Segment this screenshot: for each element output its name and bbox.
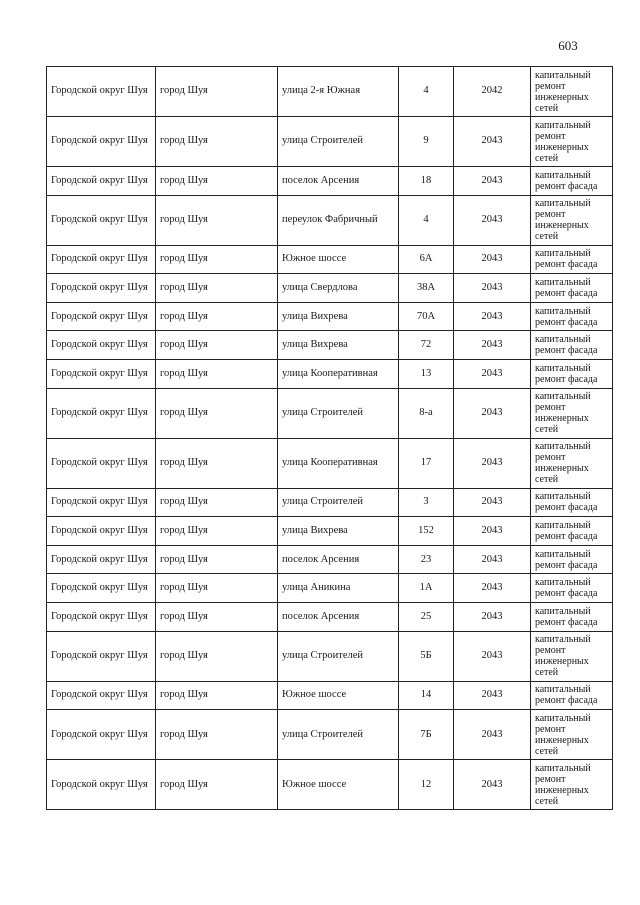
street-cell: Южное шоссе [278, 760, 399, 810]
house-number-cell: 25 [399, 602, 454, 631]
work-type-cell: капитальный ремонт фасада [531, 359, 613, 388]
year-cell: 2043 [454, 517, 531, 546]
house-number-cell: 4 [399, 195, 454, 245]
district-cell: Городской округ Шуя [47, 167, 156, 196]
street-cell: улица Аникина [278, 574, 399, 603]
table-row [47, 388, 613, 438]
street-cell: поселок Арсения [278, 545, 399, 574]
city-cell: город Шуя [156, 545, 278, 574]
work-type-cell: капитальный ремонт фасада [531, 545, 613, 574]
table-row [47, 331, 613, 360]
year-cell: 2042 [454, 67, 531, 117]
city-cell: город Шуя [156, 760, 278, 810]
work-type-cell: капитальный ремонт инженерных сетей [531, 438, 613, 488]
table-row [47, 681, 613, 710]
table-row [47, 602, 613, 631]
city-cell: город Шуя [156, 302, 278, 331]
work-type-cell: капитальный ремонт инженерных сетей [531, 195, 613, 245]
work-type-cell: капитальный ремонт фасада [531, 488, 613, 517]
year-cell: 2043 [454, 331, 531, 360]
work-type-cell: капитальный ремонт фасада [531, 602, 613, 631]
house-number-cell: 8-а [399, 388, 454, 438]
table-row [47, 167, 613, 196]
district-cell: Городской округ Шуя [47, 67, 156, 117]
table-row [47, 67, 613, 117]
table-row [47, 760, 613, 810]
city-cell: город Шуя [156, 388, 278, 438]
street-cell: улица Строителей [278, 388, 399, 438]
city-cell: город Шуя [156, 517, 278, 546]
year-cell: 2043 [454, 274, 531, 303]
work-type-cell: капитальный ремонт инженерных сетей [531, 760, 613, 810]
house-number-cell: 38А [399, 274, 454, 303]
street-cell: Южное шоссе [278, 681, 399, 710]
district-cell: Городской округ Шуя [47, 710, 156, 760]
housing-repair-table [46, 66, 613, 810]
street-cell: поселок Арсения [278, 602, 399, 631]
street-cell: улица Кооперативная [278, 359, 399, 388]
house-number-cell: 3 [399, 488, 454, 517]
year-cell: 2043 [454, 488, 531, 517]
table-row [47, 302, 613, 331]
district-cell: Городской округ Шуя [47, 302, 156, 331]
street-cell: улица Строителей [278, 710, 399, 760]
district-cell: Городской округ Шуя [47, 195, 156, 245]
city-cell: город Шуя [156, 67, 278, 117]
street-cell: улица Вихрева [278, 302, 399, 331]
work-type-cell: капитальный ремонт фасада [531, 167, 613, 196]
work-type-cell: капитальный ремонт фасада [531, 574, 613, 603]
house-number-cell: 23 [399, 545, 454, 574]
district-cell: Городской округ Шуя [47, 631, 156, 681]
city-cell: город Шуя [156, 681, 278, 710]
city-cell: город Шуя [156, 167, 278, 196]
year-cell: 2043 [454, 167, 531, 196]
street-cell: улица Строителей [278, 117, 399, 167]
work-type-cell: капитальный ремонт фасада [531, 302, 613, 331]
work-type-cell: капитальный ремонт инженерных сетей [531, 117, 613, 167]
table-row [47, 245, 613, 274]
year-cell: 2043 [454, 631, 531, 681]
district-cell: Городской округ Шуя [47, 274, 156, 303]
table-row [47, 359, 613, 388]
district-cell: Городской округ Шуя [47, 331, 156, 360]
house-number-cell: 4 [399, 67, 454, 117]
house-number-cell: 13 [399, 359, 454, 388]
district-cell: Городской округ Шуя [47, 245, 156, 274]
year-cell: 2043 [454, 388, 531, 438]
work-type-cell: капитальный ремонт инженерных сетей [531, 631, 613, 681]
table-row [47, 517, 613, 546]
year-cell: 2043 [454, 545, 531, 574]
district-cell: Городской округ Шуя [47, 438, 156, 488]
year-cell: 2043 [454, 574, 531, 603]
house-number-cell: 1А [399, 574, 454, 603]
city-cell: город Шуя [156, 117, 278, 167]
year-cell: 2043 [454, 681, 531, 710]
table-row [47, 195, 613, 245]
year-cell: 2043 [454, 117, 531, 167]
table-row [47, 545, 613, 574]
work-type-cell: капитальный ремонт фасада [531, 274, 613, 303]
work-type-cell: капитальный ремонт фасада [531, 517, 613, 546]
district-cell: Городской округ Шуя [47, 488, 156, 517]
city-cell: город Шуя [156, 488, 278, 517]
house-number-cell: 12 [399, 760, 454, 810]
district-cell: Городской округ Шуя [47, 602, 156, 631]
work-type-cell: капитальный ремонт инженерных сетей [531, 67, 613, 117]
city-cell: город Шуя [156, 245, 278, 274]
table-body [47, 67, 613, 810]
year-cell: 2043 [454, 245, 531, 274]
table-row [47, 117, 613, 167]
page-number: 603 [558, 38, 578, 53]
table-row [47, 274, 613, 303]
year-cell: 2043 [454, 760, 531, 810]
house-number-cell: 72 [399, 331, 454, 360]
district-cell: Городской округ Шуя [47, 388, 156, 438]
city-cell: город Шуя [156, 602, 278, 631]
city-cell: город Шуя [156, 359, 278, 388]
work-type-cell: капитальный ремонт фасада [531, 331, 613, 360]
year-cell: 2043 [454, 302, 531, 331]
year-cell: 2043 [454, 710, 531, 760]
work-type-cell: капитальный ремонт фасада [531, 681, 613, 710]
work-type-cell: капитальный ремонт инженерных сетей [531, 388, 613, 438]
year-cell: 2043 [454, 195, 531, 245]
house-number-cell: 9 [399, 117, 454, 167]
table-row [47, 574, 613, 603]
table-row [47, 488, 613, 517]
house-number-cell: 18 [399, 167, 454, 196]
year-cell: 2043 [454, 602, 531, 631]
house-number-cell: 5Б [399, 631, 454, 681]
street-cell: Южное шоссе [278, 245, 399, 274]
district-cell: Городской округ Шуя [47, 545, 156, 574]
street-cell: улица Строителей [278, 488, 399, 517]
city-cell: город Шуя [156, 331, 278, 360]
city-cell: город Шуя [156, 274, 278, 303]
house-number-cell: 152 [399, 517, 454, 546]
street-cell: поселок Арсения [278, 167, 399, 196]
district-cell: Городской округ Шуя [47, 517, 156, 546]
street-cell: улица Свердлова [278, 274, 399, 303]
table-row [47, 710, 613, 760]
house-number-cell: 14 [399, 681, 454, 710]
table-row [47, 631, 613, 681]
district-cell: Городской округ Шуя [47, 574, 156, 603]
street-cell: улица Кооперативная [278, 438, 399, 488]
city-cell: город Шуя [156, 438, 278, 488]
year-cell: 2043 [454, 359, 531, 388]
street-cell: улица Вихрева [278, 331, 399, 360]
street-cell: улица Вихрева [278, 517, 399, 546]
year-cell: 2043 [454, 438, 531, 488]
district-cell: Городской округ Шуя [47, 359, 156, 388]
street-cell: улица 2-я Южная [278, 67, 399, 117]
city-cell: город Шуя [156, 574, 278, 603]
street-cell: улица Строителей [278, 631, 399, 681]
table-row [47, 438, 613, 488]
street-cell: переулок Фабричный [278, 195, 399, 245]
house-number-cell: 7Б [399, 710, 454, 760]
house-number-cell: 6А [399, 245, 454, 274]
city-cell: город Шуя [156, 195, 278, 245]
city-cell: город Шуя [156, 631, 278, 681]
house-number-cell: 70А [399, 302, 454, 331]
house-number-cell: 17 [399, 438, 454, 488]
work-type-cell: капитальный ремонт фасада [531, 245, 613, 274]
district-cell: Городской округ Шуя [47, 681, 156, 710]
district-cell: Городской округ Шуя [47, 760, 156, 810]
city-cell: город Шуя [156, 710, 278, 760]
district-cell: Городской округ Шуя [47, 117, 156, 167]
work-type-cell: капитальный ремонт инженерных сетей [531, 710, 613, 760]
